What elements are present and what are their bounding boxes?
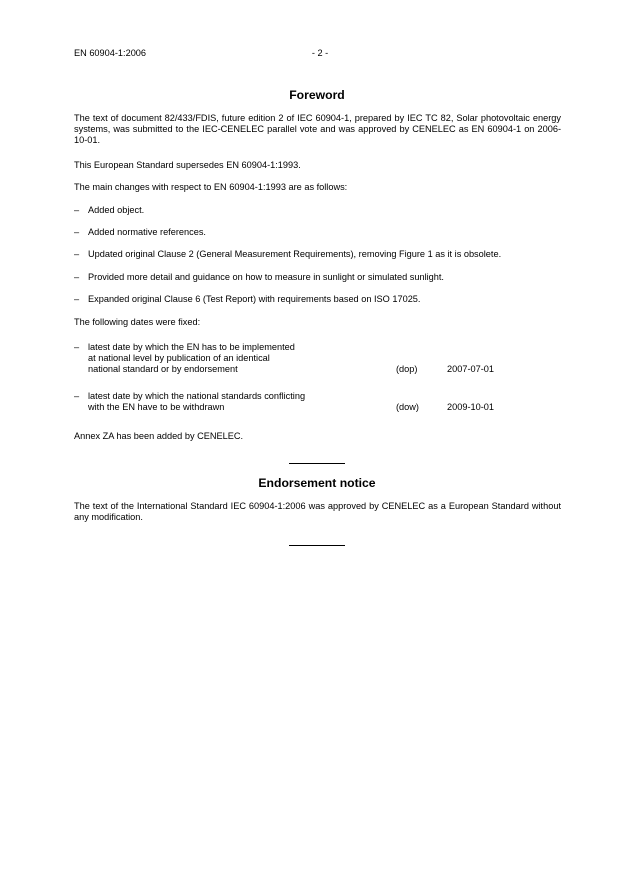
date-value: 2009-10-01 [447,402,494,412]
changes-intro: The main changes with respect to EN 60904-1:1993 are as follows: [74,182,348,192]
list-dash: – [74,205,80,215]
date-description-line: at national level by publication of an identical [88,353,270,363]
annex-note: Annex ZA has been added by CENELEC. [74,431,244,441]
dates-intro: The following dates were fixed: [74,317,201,327]
date-description-line: with the EN have to be withdrawn [88,402,225,412]
endorsement-text: The text of the International Standard IEC 60904-1:2006 was approved by CENELEC as a European Standard without any modification. [74,501,561,522]
date-value: 2007-07-01 [447,364,494,374]
header-page-number: - 2 - [311,48,329,58]
section-divider [289,545,345,546]
date-description [88,391,388,413]
date-description-line: national standard or by endorsement [88,364,238,374]
list-dash: – [74,227,80,237]
list-dash: – [74,294,80,304]
foreword-supersedes: This European Standard supersedes EN 60904-1:1993. [74,160,301,170]
date-abbreviation: (dop) [396,364,418,374]
list-dash: – [74,342,80,352]
change-text: Added object. [88,205,145,215]
header-doc-id: EN 60904-1:2006 [74,48,147,58]
date-description [88,342,388,375]
change-text: Updated original Clause 2 (General Measurement Requirements), removing Figure 1 as it is obsolete. [88,249,502,259]
date-description-line: latest date by which the EN has to be implemented [88,342,295,352]
date-description-line: latest date by which the national standards conflicting [88,391,306,401]
change-text: Provided more detail and guidance on how to measure in sunlight or simulated sunlight. [88,272,444,282]
list-dash: – [74,391,80,401]
list-dash: – [74,272,80,282]
change-text: Added normative references. [88,227,206,237]
endorsement-title: Endorsement notice [258,476,376,490]
foreword-title: Foreword [289,88,345,102]
date-abbreviation: (dow) [396,402,419,412]
section-divider [289,463,345,464]
change-text: Expanded original Clause 6 (Test Report) with requirements based on ISO 17025. [88,294,421,304]
list-dash: – [74,249,80,259]
foreword-intro: The text of document 82/433/FDIS, future edition 2 of IEC 60904-1, prepared by IEC TC 82, Solar photovoltaic energy systems, was submitted to the IEC-CENELEC parallel vote and was approved by CENELEC as EN 60904-1 on 2006-10-01. [74,113,561,145]
